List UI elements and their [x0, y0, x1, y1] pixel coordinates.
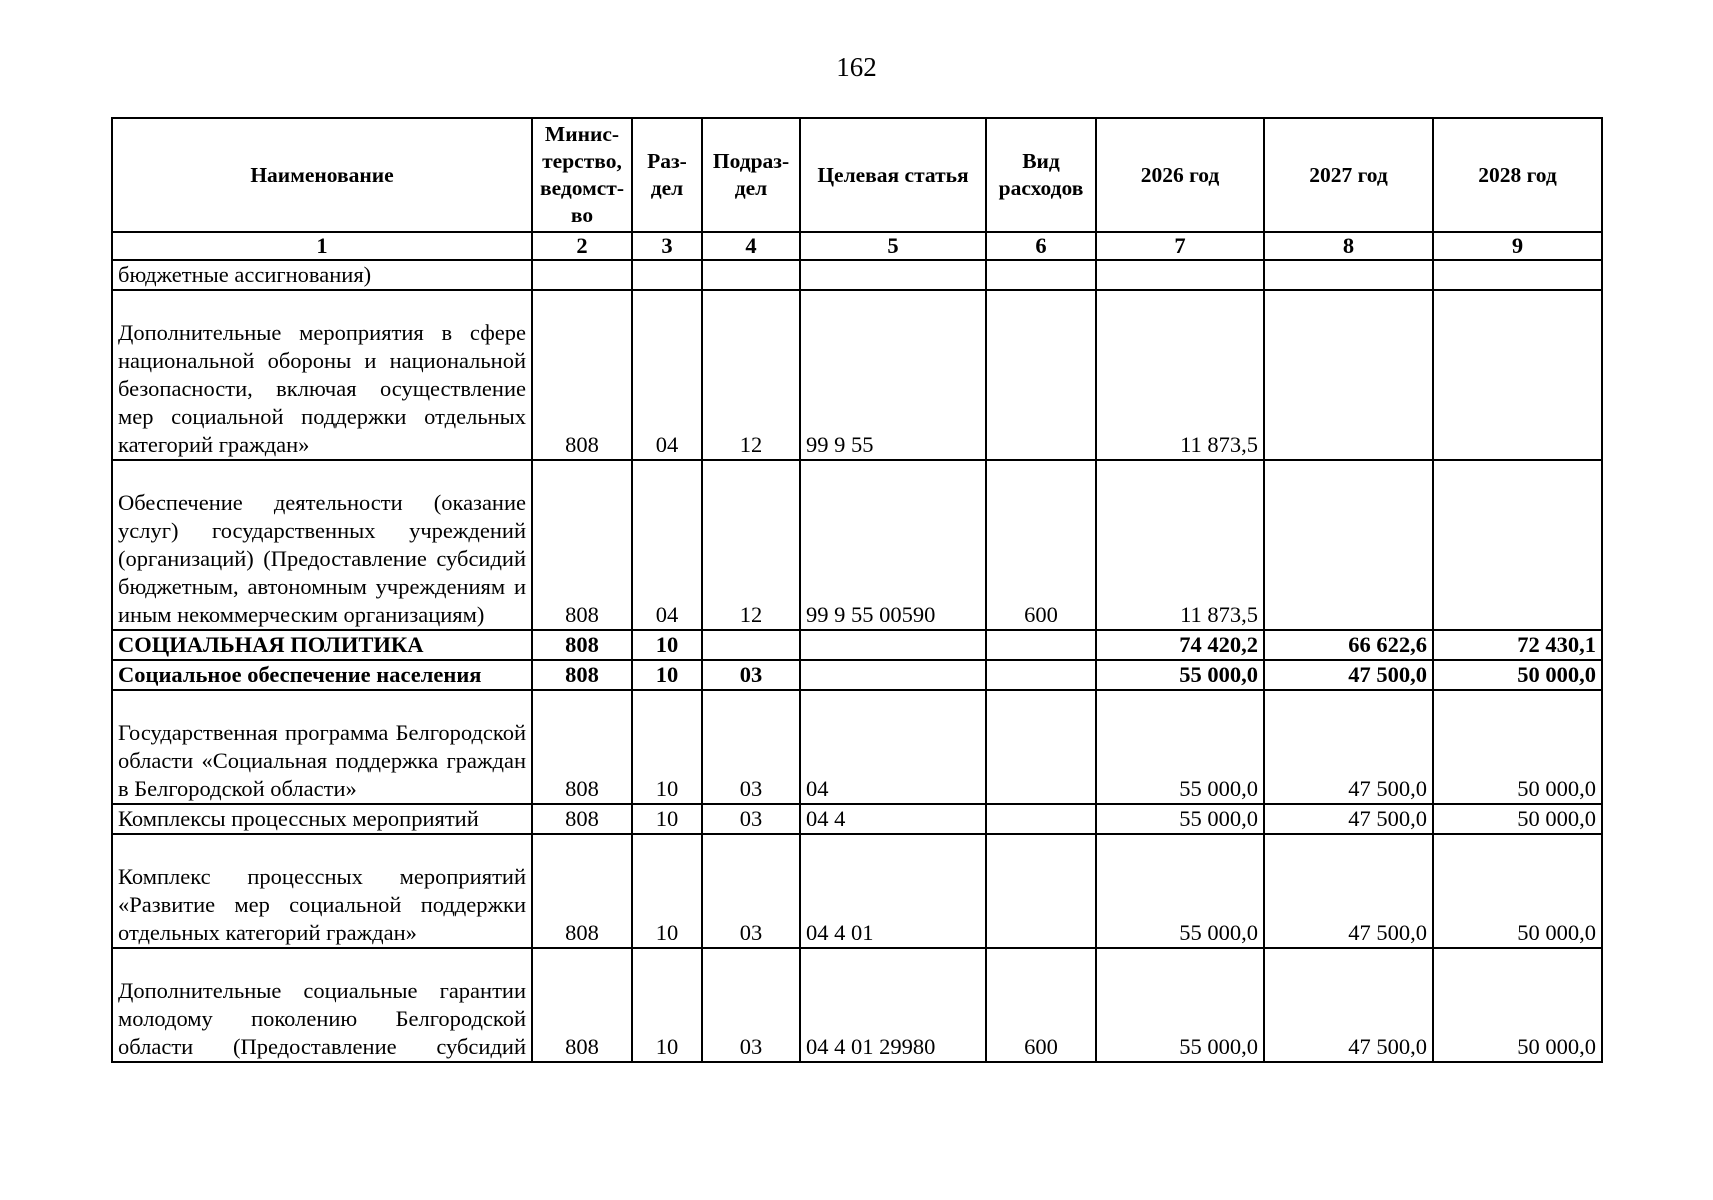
row-target: 04: [800, 690, 986, 804]
row-2027: 47 500,0: [1264, 690, 1433, 804]
column-number: 1: [112, 232, 532, 260]
column-number: 2: [532, 232, 632, 260]
table-row: [112, 460, 1602, 630]
page-number: 162: [836, 52, 877, 82]
row-2028: 50 000,0: [1433, 804, 1602, 834]
row-ministry: 808: [532, 460, 632, 630]
row-2026: 55 000,0: [1096, 690, 1264, 804]
row-expense-type: [986, 660, 1096, 690]
row-name: Дополнительные социальные гарантии молодому поколению Белгородской области (Предоставление субсидий: [112, 948, 532, 1062]
row-2028: 50 000,0: [1433, 690, 1602, 804]
row-2028: [1433, 290, 1602, 460]
row-expense-type: 600: [986, 460, 1096, 630]
table-row: [112, 834, 1602, 948]
column-number: 7: [1096, 232, 1264, 260]
row-target: [800, 260, 986, 290]
row-2028: 72 430,1: [1433, 630, 1602, 660]
header-2026: 2026 год: [1096, 118, 1264, 232]
row-expense-type: [986, 630, 1096, 660]
row-name: Социальное обеспечение населения: [112, 660, 532, 690]
row-target: [800, 630, 986, 660]
row-2026: 55 000,0: [1096, 834, 1264, 948]
row-2027: [1264, 260, 1433, 290]
row-2028: 50 000,0: [1433, 834, 1602, 948]
row-2027: 47 500,0: [1264, 804, 1433, 834]
column-number: 5: [800, 232, 986, 260]
budget-table: [111, 117, 1603, 1063]
row-ministry: [532, 260, 632, 290]
row-section: 10: [632, 804, 702, 834]
row-section: 10: [632, 630, 702, 660]
row-subsection: 03: [702, 948, 800, 1062]
row-expense-type: [986, 260, 1096, 290]
row-section: 10: [632, 690, 702, 804]
column-number-row: [112, 232, 1602, 260]
table-row: [112, 630, 1602, 660]
row-name: СОЦИАЛЬНАЯ ПОЛИТИКА: [112, 630, 532, 660]
column-number: 4: [702, 232, 800, 260]
row-ministry: 808: [532, 630, 632, 660]
row-target: [800, 660, 986, 690]
row-subsection: 03: [702, 660, 800, 690]
row-subsection: 03: [702, 690, 800, 804]
row-2027: [1264, 460, 1433, 630]
table-row: [112, 804, 1602, 834]
header-2027: 2027 год: [1264, 118, 1433, 232]
row-2028: [1433, 460, 1602, 630]
row-section: 10: [632, 660, 702, 690]
row-2028: [1433, 260, 1602, 290]
row-2026: 74 420,2: [1096, 630, 1264, 660]
row-section: 10: [632, 834, 702, 948]
row-2028: 50 000,0: [1433, 948, 1602, 1062]
row-2026: [1096, 260, 1264, 290]
row-subsection: [702, 630, 800, 660]
row-subsection: 03: [702, 834, 800, 948]
row-ministry: 808: [532, 948, 632, 1062]
row-name: Государственная программа Белгородской области «Социальная поддержка граждан в Белгородской области»: [112, 690, 532, 804]
header-row: [112, 118, 1602, 232]
row-ministry: 808: [532, 290, 632, 460]
row-2027: 47 500,0: [1264, 660, 1433, 690]
row-name: бюджетные ассигнования): [112, 260, 532, 290]
row-2026: 55 000,0: [1096, 660, 1264, 690]
row-target: 04 4 01: [800, 834, 986, 948]
row-2026: 11 873,5: [1096, 460, 1264, 630]
row-name: Комплекс процессных мероприятий «Развитие мер социальной поддержки отдельных категорий граждан»: [112, 834, 532, 948]
table-row: [112, 660, 1602, 690]
header-expense-type: Вид расходов: [986, 118, 1096, 232]
table-row: [112, 690, 1602, 804]
row-section: 04: [632, 290, 702, 460]
row-expense-type: [986, 690, 1096, 804]
row-target: 99 9 55 00590: [800, 460, 986, 630]
row-subsection: [702, 260, 800, 290]
row-expense-type: 600: [986, 948, 1096, 1062]
row-ministry: 808: [532, 660, 632, 690]
row-name: Комплексы процессных мероприятий: [112, 804, 532, 834]
column-number: 8: [1264, 232, 1433, 260]
table-row: [112, 260, 1602, 290]
row-ministry: 808: [532, 690, 632, 804]
header-subsection: Подраз-дел: [702, 118, 800, 232]
row-expense-type: [986, 290, 1096, 460]
header-name: Наименование: [112, 118, 532, 232]
row-2026: 55 000,0: [1096, 948, 1264, 1062]
row-subsection: 03: [702, 804, 800, 834]
row-name: Обеспечение деятельности (оказание услуг) государственных учреждений (организаций) (Предоставление субсидий бюджетным, автономным учреждениям и иным некоммерческим организациям): [112, 460, 532, 630]
row-expense-type: [986, 804, 1096, 834]
header-ministry: Минис-терство, ведомст-во: [532, 118, 632, 232]
row-section: 10: [632, 948, 702, 1062]
row-ministry: 808: [532, 834, 632, 948]
row-expense-type: [986, 834, 1096, 948]
row-target: 04 4: [800, 804, 986, 834]
table-row: [112, 290, 1602, 460]
table-row: [112, 948, 1602, 1062]
row-subsection: 12: [702, 460, 800, 630]
row-2027: 66 622,6: [1264, 630, 1433, 660]
row-section: [632, 260, 702, 290]
row-target: 99 9 55: [800, 290, 986, 460]
header-section: Раз-дел: [632, 118, 702, 232]
row-2026: 55 000,0: [1096, 804, 1264, 834]
row-subsection: 12: [702, 290, 800, 460]
header-target: Целевая статья: [800, 118, 986, 232]
row-target: 04 4 01 29980: [800, 948, 986, 1062]
column-number: 9: [1433, 232, 1602, 260]
column-number: 6: [986, 232, 1096, 260]
column-number: 3: [632, 232, 702, 260]
row-section: 04: [632, 460, 702, 630]
row-2027: 47 500,0: [1264, 948, 1433, 1062]
header-2028: 2028 год: [1433, 118, 1602, 232]
row-2027: 47 500,0: [1264, 834, 1433, 948]
row-ministry: 808: [532, 804, 632, 834]
row-2028: 50 000,0: [1433, 660, 1602, 690]
row-name: Дополнительные мероприятия в сфере национальной обороны и национальной безопасности, включая осуществление мер социальной поддержки отдельных категорий граждан»: [112, 290, 532, 460]
row-2026: 11 873,5: [1096, 290, 1264, 460]
row-2027: [1264, 290, 1433, 460]
